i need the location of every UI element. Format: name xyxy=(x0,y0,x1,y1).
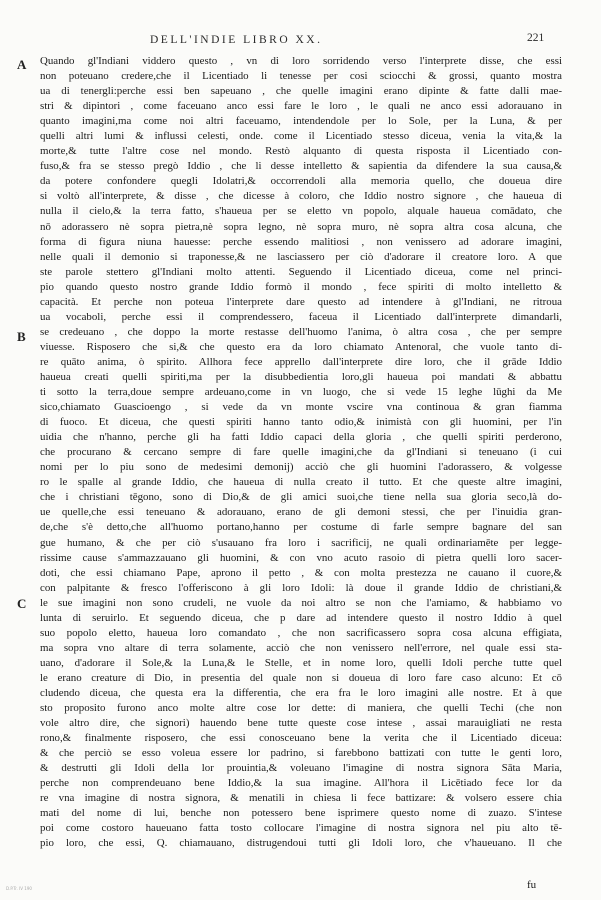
text-line: con palpitante & fresco l'offeriscono à gli loro Idoli: là doue il grande Iddio de christiani,& xyxy=(40,581,562,594)
text-line: gue humano, & che per ciò s'usauano fra loro i sacrificij, ne quali ordinariamēte per legge- xyxy=(40,536,562,549)
text-line: ro le spalle al grande Iddio, che haueua di nulla creato il tutto. Et che queste altre imagini, xyxy=(40,476,562,489)
text-line: quelli altri lumi & influssi celesti, onde. come il Licentiado stesso diceua, venia la vita,& la xyxy=(40,130,562,143)
page-number: 221 xyxy=(527,32,545,44)
text-line: rono,& finalmente risposero, che essi conosceuano bene la verita che il Licentiado diceua: xyxy=(40,732,562,745)
text-line: che i christiani tēgono, sono di Dio,& de gli amici suoi,che tiene nella sua gloria seco,là do- xyxy=(40,491,562,504)
text-line: & destrutti gli Idoli della lor prouintia,& voleuano l'imagine di nostra signora Sāta Maria, xyxy=(40,762,562,775)
text-line: nelle quali il demonio si traponesse,& ne lasciassero per ciò d'adorare il creatore loro. A que xyxy=(40,250,562,263)
running-head: DELL'INDIE LIBRO XX. xyxy=(150,34,323,46)
text-line: & che perciò se esso voleua essere lor padrino, si farebbono battizati con tutte le genti loro, xyxy=(40,747,562,760)
text-line: nomi per lo piu sono de medesimi demonij) acciò che gli huomini l'adorassero, & volgesse xyxy=(40,461,562,474)
margin-marker-a: A xyxy=(17,57,27,72)
body-text xyxy=(40,54,562,851)
text-line: sico,chiamato Guascioengo , si vede da vn monte vscire vna continoua & gran fiamma xyxy=(40,401,562,414)
text-line: mati del nome di lui, benche non potessero bene isprimere questo nome di zuazo. S'intese xyxy=(40,807,562,820)
text-line: uidia che n'hanno, perche gli ha fatti Iddio capaci della gloria , che quelli spiriti perderono, xyxy=(40,431,562,444)
text-line: morte,& tutte l'altre cose nel mondo. Restò alquanto di questa risposta il Licentiado con- xyxy=(40,145,562,158)
text-line: suo popolo eletto, haueua loro comandato , che non sacrificassero sopra cosa alcuna effigiata, xyxy=(40,626,562,639)
text-line: re quāto anima, ò spirito. Allhora fece apprello dall'interprete dire loro, che il grāde Iddio xyxy=(40,355,562,368)
text-line: perche non comprendeuano bene Iddio,& la sua imagine. All'hora il Licētiado fece lor da xyxy=(40,777,562,790)
text-line: haueua creati quelli spiriti,ma per la disubbedientia loro,gli haueua poi mandati & abbattu xyxy=(40,370,562,383)
text-line: ue quelle,che essi teneuano & adorauano, erano de gli demoni stessi, che per l'inuidia gran- xyxy=(40,506,562,519)
text-line: ua vocaboli, perche essi il comprendessero, faceua il Licentiado dall'interprete dimandarli, xyxy=(40,310,562,323)
text-line: se credeuano , che doppo la morte restasse dell'huomo l'anima, ò altra cosa , che per sempre xyxy=(40,325,562,338)
text-line: di fuoco. Et diceua, che questi spiriti hanno tanto odio,& inimistà con gli huomini, per l'in xyxy=(40,416,562,429)
text-line: si voltò all'interprete, & disse , che dicesse à coloro, che Iddio nostro signore , che haueua di xyxy=(40,190,562,203)
text-line: vole altro dire, che signori) hauendo bene tutte queste cose intese , assai marauigliati ne resta xyxy=(40,717,562,730)
text-line: pio quando questo nostro grande Iddio formò il mondo , fece spiriti di molto intelletto & xyxy=(40,280,562,293)
text-line: sto proposito furono anco molte altre cose lor dette: di maniera, che quelli Techi (che non xyxy=(40,702,562,715)
text-line: non poteuano credere,che il Licentiado li tenesse per cosi sciocchi & grossi, quanto mostra xyxy=(40,70,562,83)
margin-marker-c: C xyxy=(17,596,27,611)
margin-marker-b: B xyxy=(17,329,26,344)
text-line: poi come costoro haueuano fatta tosto collocare l'imagine di nostra signora nel piu alto tē- xyxy=(40,822,562,835)
text-line: doti, che essi chiamano Pape, aprono il petto , & con molta prestezza ne cauano il cuore,& xyxy=(40,566,562,579)
text-line: le erano creature di Dio, in presentia del quale non si doueua di loro fare caso alcuno: Et cō xyxy=(40,671,562,684)
text-line: forma di figura niuna hauesse: perche essendo malitiosi , non venissero ad adorare imagini, xyxy=(40,235,562,248)
text-line: lunta di seruirlo. Et seguendo diceua, che p dare ad intendere questo il nostro Iddio à quel xyxy=(40,611,562,624)
text-line: uano, d'adorare il Sole,& la Luna,& le Stelle, et in nome loro, quelli Idoli perche tutte quel xyxy=(40,656,562,669)
footer-mark: D.P.Tr. IV 190 xyxy=(6,886,32,891)
text-line: rissime cause s'ammazzauano gli huomini, & con vno acuto rasoio di pietra quelli loro sacer- xyxy=(40,551,562,564)
text-line: che procurano & cercano sempre di fare quelle imagini,che da gl'Indiani si teneuano (i cui xyxy=(40,446,562,459)
text-line: ua di tenergli:perche essi ben sapeuano , che quelle imagini erano dipinte & fatte dalli mae- xyxy=(40,85,562,98)
text-line: cludendo diceua, che questa era la differentia, che era fra le loro imagini alle nostre. Et à que xyxy=(40,686,562,699)
text-line: nulla il cielo,& la terra fatto, s'haueua per se eletto vn popolo, alquale haueua comādato, che xyxy=(40,205,562,218)
text-line: re vna imagine di nostra signora, & menatili in chiesa li fece battizare: & volsero essere chia xyxy=(40,792,562,805)
text-line: quanto imagini,ma come noi altri faceuamo, intendendole per lo Sole, per la Luna, & per xyxy=(40,115,562,128)
text-line: capacità. Et perche non poteua l'interprete dare questo ad intendere à gl'Indiani, ne ritroua xyxy=(40,295,562,308)
text-line: nō adorassero nè sopra pietra,nè sopra legno, nè sopra muro, nè sopra altra cosa alcuna, che xyxy=(40,220,562,233)
catchword: fu xyxy=(527,879,537,891)
text-line: ste parole stettero gl'Indiani molto attenti. Seguendo il Licentiado diceua, come nel princi- xyxy=(40,265,562,278)
text-line: fuso,& fra se stesso pregò Iddio , che li desse intelletto & sapientia da difendere la sua causa,& xyxy=(40,160,562,173)
text-line: ma sopra vno altare di terra solamente, acciò che non venissero nell'errore, nel quale essi sta- xyxy=(40,641,562,654)
text-line: ti sotto la terra,doue sempre ardeuano,come in vn luogo, che si vede 15 leghe lūghi da Me xyxy=(40,386,562,399)
text-line: Quando gl'Indiani viddero questo , vn di loro sorridendo verso l'interprete disse, che essi xyxy=(40,55,562,67)
text-line: da potere confondere quegli Idolatri,& occorrendoli alla memoria quello, che doueua dire xyxy=(40,175,562,188)
text-line: le sue imagini non sono crudeli, ne vuole da noi altro se non che l'amiamo, & habbiamo vo xyxy=(40,596,562,609)
text-line: stri & dipintori , come faceuano anco essi fare le loro , le quali ne anco essi adorauano in xyxy=(40,100,562,113)
text-line: pio loro, che essi, Q. chiamauano, distrugendoui tutti gli Idoli loro, che v'haueuano. Il che xyxy=(40,837,562,850)
text-line: de,che s'è detto,che all'huomo portano,hanno per costume di farle sempre bagnare del san xyxy=(40,521,562,534)
text-line: viuesse. Risposero che si,& che questo era da loro chiamato Antenoral, che vuole tanto di- xyxy=(40,340,562,353)
